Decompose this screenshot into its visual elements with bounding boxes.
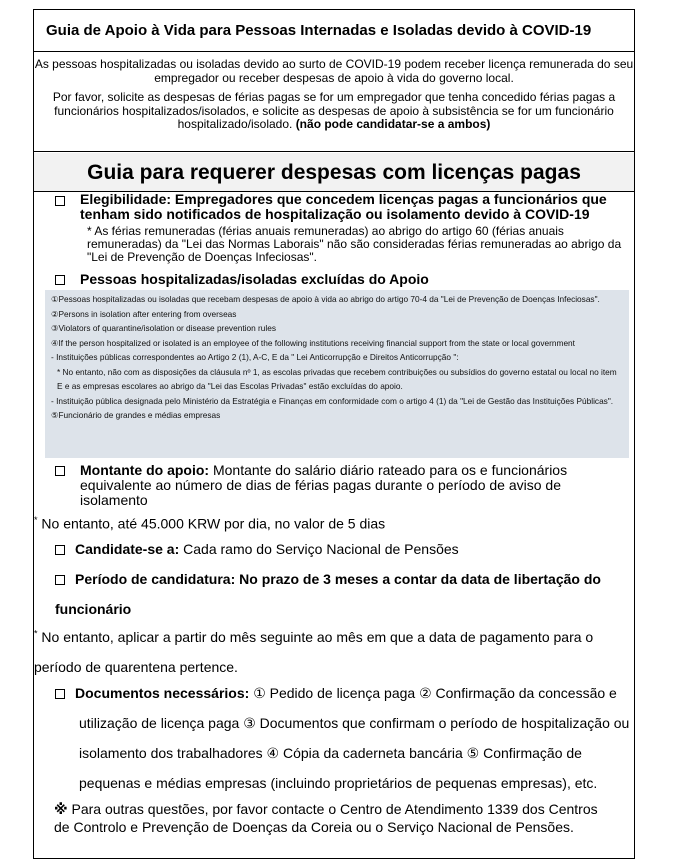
eligibility-checkbox[interactable]: [55, 196, 65, 206]
period-note-line: [34, 622, 634, 682]
period-item: Período de candidatura: No prazo de 3 meses a contar da data de libertação do funcionário: [55, 571, 601, 617]
period-checkbox[interactable]: [55, 575, 65, 585]
intro-paragraph-2-bold: (não pode candidatar-se a ambos): [295, 117, 491, 131]
apply-text: Cada ramo do Serviço Nacional de Pensões: [183, 541, 459, 557]
amount-note-asterisk: *: [34, 515, 38, 525]
period-note: No entanto, aplicar a partir do mês seguinte ao mês em que a data de pagamento para o período de quarentena pertence.: [34, 629, 594, 675]
excluded-item-3: ③Violators of quarantine/isolation or disease prevention rules: [51, 323, 276, 333]
excluded-checkbox[interactable]: [55, 275, 65, 285]
excluded-item-2: ②Persons in isolation after entering from overseas: [51, 308, 237, 319]
excluded-item-4-note: * No entanto, não com as disposições da cláusula nº 1, as escolas privadas que recebem contribuições ou subsídios do governo estatal ou local no item E e as empresas escolares ao abrigo da "Lei das Escolas Privadas" estão excluídas do apoio.: [57, 366, 617, 391]
excluded-heading: Pessoas hospitalizadas/isoladas excluídas do Apoio: [80, 271, 429, 287]
footer-mark: ※: [54, 801, 68, 817]
period-text: No prazo de 3 meses a contar da data de libertação do funcionário: [55, 571, 601, 617]
amount-heading: Montante do apoio:: [80, 462, 210, 478]
footer-text: Para outras questões, por favor contacte o Centro de Atendimento 1339 dos Centros de Controlo e Prevenção de Doenças da Coreia ou o Serviço Nacional de Pensões.: [54, 801, 598, 835]
apply-checkbox[interactable]: [55, 545, 65, 555]
apply-item: Candidate-se a: Cada ramo do Serviço Nacional de Pensões: [55, 542, 625, 557]
amount-checkbox[interactable]: [55, 466, 65, 476]
eligibility-note: * As férias remuneradas (férias anuais remuneradas) ao abrigo do artigo 60 (férias anuais remuneradas) da "Lei das Normas Laborais" não são consideradas férias remuneradas ao abrigo da "Lei de Prevenção de Doenças Infeciosas".: [87, 224, 622, 264]
documents-item: [55, 678, 635, 798]
excluded-item-4b: - Instituição pública designada pelo Ministério da Estratégia e Finanças em conformidade com o artigo 4 (1) da "Lei de Gestão das Instituições Públicas".: [51, 395, 614, 406]
documents-line-3: isolamento dos trabalhadores ④ Cópia da caderneta bancária ⑤ Confirmação de: [79, 745, 582, 761]
amount-note: No entanto, até 45.000 KRW por dia, no valor de 5 dias: [41, 515, 386, 532]
documents-line-1-text: ① Pedido de licença paga ② Confirmação da concessão e: [253, 685, 617, 701]
intro-paragraph-1: As pessoas hospitalizadas ou isoladas devido ao surto de COVID-19 podem receber licença remunerada do seu empregador ou receber despesas de apoio à vida do governo local.: [34, 57, 634, 85]
eligibility-heading: Elegibilidade: Empregadores que concedem licenças pagas a funcionários que tenham sido notificados de hospitalização ou isolamento devido à COVID-19: [80, 191, 607, 222]
footer-note: [54, 800, 614, 836]
intro-section: [34, 52, 634, 152]
apply-heading: Candidate-se a: [75, 541, 175, 557]
excluded-details-box: [45, 290, 629, 458]
documents-heading: Documentos necessários: [75, 685, 245, 701]
period-heading: Período de candidatura: [75, 571, 231, 587]
amount-item: [50, 463, 620, 508]
excluded-item-5: ⑤Funcionário de grandes e médias empresas: [51, 410, 221, 420]
period-note-asterisk: *: [34, 628, 38, 639]
documents-line-4: pequenas e médias empresas (incluindo proprietários de pequenas empresas), etc.: [79, 775, 598, 791]
documents-checkbox[interactable]: [55, 689, 65, 699]
eligibility-item: [50, 192, 620, 264]
documents-line-1: Documentos necessários: ① Pedido de licença paga ② Confirmação da concessão e: [55, 678, 635, 708]
excluded-item-1: ①Pessoas hospitalizadas ou isoladas que recebam despesas de apoio à vida ao abrigo do artigo 70-4 da "Lei de Prevenção de Doenças Infeciosas".: [51, 294, 600, 304]
amount-text-block: [80, 463, 610, 508]
document-title: Guia de Apoio à Vida para Pessoas Internadas e Isoladas devido à COVID-19: [34, 10, 634, 52]
intro-paragraph-2-text: Por favor, solicite as despesas de férias pagas se for um empregador que tenha concedido férias pagas a funcionários hospitalizados/isolados, e solicite as despesas de apoio à subsistência se for um funcionário hospitalizado/isolado.: [52, 90, 616, 131]
section-title: Guia para requerer despesas com licenças pagas: [34, 153, 634, 192]
intro-paragraph-2: [34, 91, 634, 132]
amount-note-line: [34, 513, 634, 532]
excluded-item: [50, 272, 620, 287]
documents-line-2: utilização de licença paga ③ Documentos que confirmam o período de hospitalização ou: [79, 715, 630, 731]
amount-text: Montante do salário diário rateado para os e funcionários equivalente ao número de dias de férias pagas durante o período de aviso de isolamento: [80, 462, 568, 508]
excluded-item-4a: - Instituições públicas correspondentes ao Artigo 2 (1), A-C, E da " Lei Anticorrupção e Direitos Anticorrupção ":: [51, 352, 459, 362]
excluded-item-4: ④If the person hospitalized or isolated is an employee of the following institutions receiving financial support from the state or local government: [51, 337, 575, 348]
